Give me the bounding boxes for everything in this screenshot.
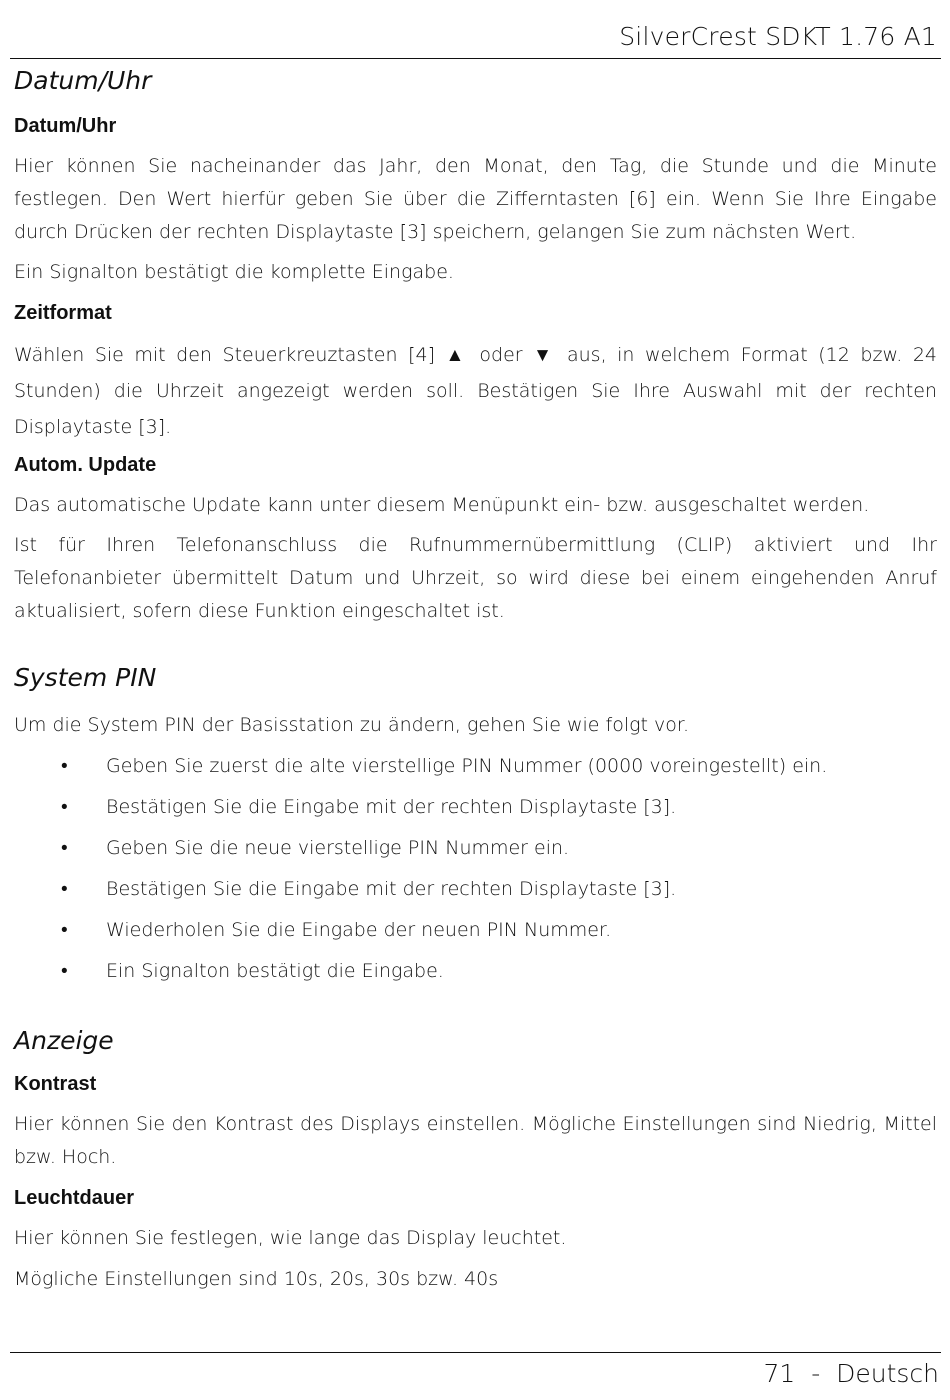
bullet-icon: • — [61, 837, 68, 859]
bullet-icon: • — [61, 796, 68, 818]
list-item — [14, 910, 937, 951]
bullet-icon: • — [61, 919, 68, 941]
list-item-text: Wiederholen Sie die Eingabe der neuen PIN Nummer. — [106, 919, 612, 941]
page-header — [10, 18, 941, 59]
list-item — [14, 746, 937, 787]
header-title: SilverCrest SDKT 1.76 A1 — [619, 22, 937, 51]
list-item — [14, 828, 937, 869]
section-title-datum: Datum/Uhr — [14, 66, 152, 95]
list-item-text: Bestätigen Sie die Eingabe mit der rechten Displaytaste [3]. — [106, 796, 677, 818]
subheading-kontrast: Kontrast — [14, 1073, 97, 1095]
section-title-pin: System PIN — [14, 663, 157, 692]
subheading-zeitformat: Zeitformat — [14, 302, 112, 324]
bullet-icon: • — [61, 878, 68, 900]
list-item — [14, 869, 937, 910]
list-item-text: Ein Signalton bestätigt die Eingabe. — [106, 960, 444, 982]
paragraph-datum-2: Ein Signalton bestätigt die komplette Eingabe. — [14, 261, 454, 283]
page-footer — [10, 1352, 941, 1397]
page-number: 71 - Deutsch — [763, 1359, 939, 1388]
list-item-text: Geben Sie zuerst die alte vierstellige PIN Nummer (0000 voreingestellt) ein. — [106, 755, 828, 777]
subheading-datum-uhr: Datum/Uhr — [14, 115, 117, 137]
subheading-autom-update: Autom. Update — [14, 454, 157, 476]
pin-steps-list — [14, 746, 937, 992]
bullet-icon: • — [61, 755, 68, 777]
paragraph-zeitformat: Wählen Sie mit den Steuerkreuztasten [4] ▲ oder ▼ aus, in welchem Format (12 bzw. 24 Stunden) die Uhrzeit angezeigt werden soll. Bestätigen Sie Ihre Auswahl mit der rechten Displaytaste [3]. — [14, 344, 937, 438]
list-item-text: Bestätigen Sie die Eingabe mit der rechten Displaytaste [3]. — [106, 878, 677, 900]
paragraph-datum-1: Hier können Sie nacheinander das Jahr, den Monat, den Tag, die Stunde und die Minute festlegen. Den Wert hierfür geben Sie über die Zifferntasten [6] ein. Wenn Sie Ihre Eingabe durch Drücken der rechten Displaytaste [3] speichern, gelangen Sie zum nächsten Wert. — [14, 155, 937, 243]
page-content — [14, 60, 937, 1296]
paragraph-update-1: Das automatische Update kann unter diesem Menüpunkt ein- bzw. ausgeschaltet werden. — [14, 494, 870, 516]
paragraph-leuchtdauer-1: Hier können Sie festlegen, wie lange das Display leuchtet. — [14, 1227, 567, 1249]
list-item — [14, 951, 937, 992]
paragraph-update-2: Ist für Ihren Telefonanschluss die Rufnummernübermittlung (CLIP) aktiviert und Ihr Telefonanbieter übermittelt Datum und Uhrzeit, so wird diese bei einem eingehenden Anruf aktualisiert, sofern diese Funktion eingeschaltet ist. — [14, 534, 937, 622]
paragraph-leuchtdauer-2: Mögliche Einstellungen sind 10s, 20s, 30s bzw. 40s — [14, 1268, 499, 1290]
paragraph-kontrast: Hier können Sie den Kontrast des Displays einstellen. Mögliche Einstellungen sind Niedrig, Mittel bzw. Hoch. — [14, 1113, 937, 1168]
paragraph-pin-intro: Um die System PIN der Basisstation zu ändern, gehen Sie wie folgt vor. — [14, 714, 689, 736]
subheading-leuchtdauer: Leuchtdauer — [14, 1187, 135, 1209]
section-title-anzeige: Anzeige — [14, 1026, 114, 1055]
bullet-icon: • — [61, 960, 68, 982]
list-item-text: Geben Sie die neue vierstellige PIN Nummer ein. — [106, 837, 570, 859]
list-item — [14, 787, 937, 828]
